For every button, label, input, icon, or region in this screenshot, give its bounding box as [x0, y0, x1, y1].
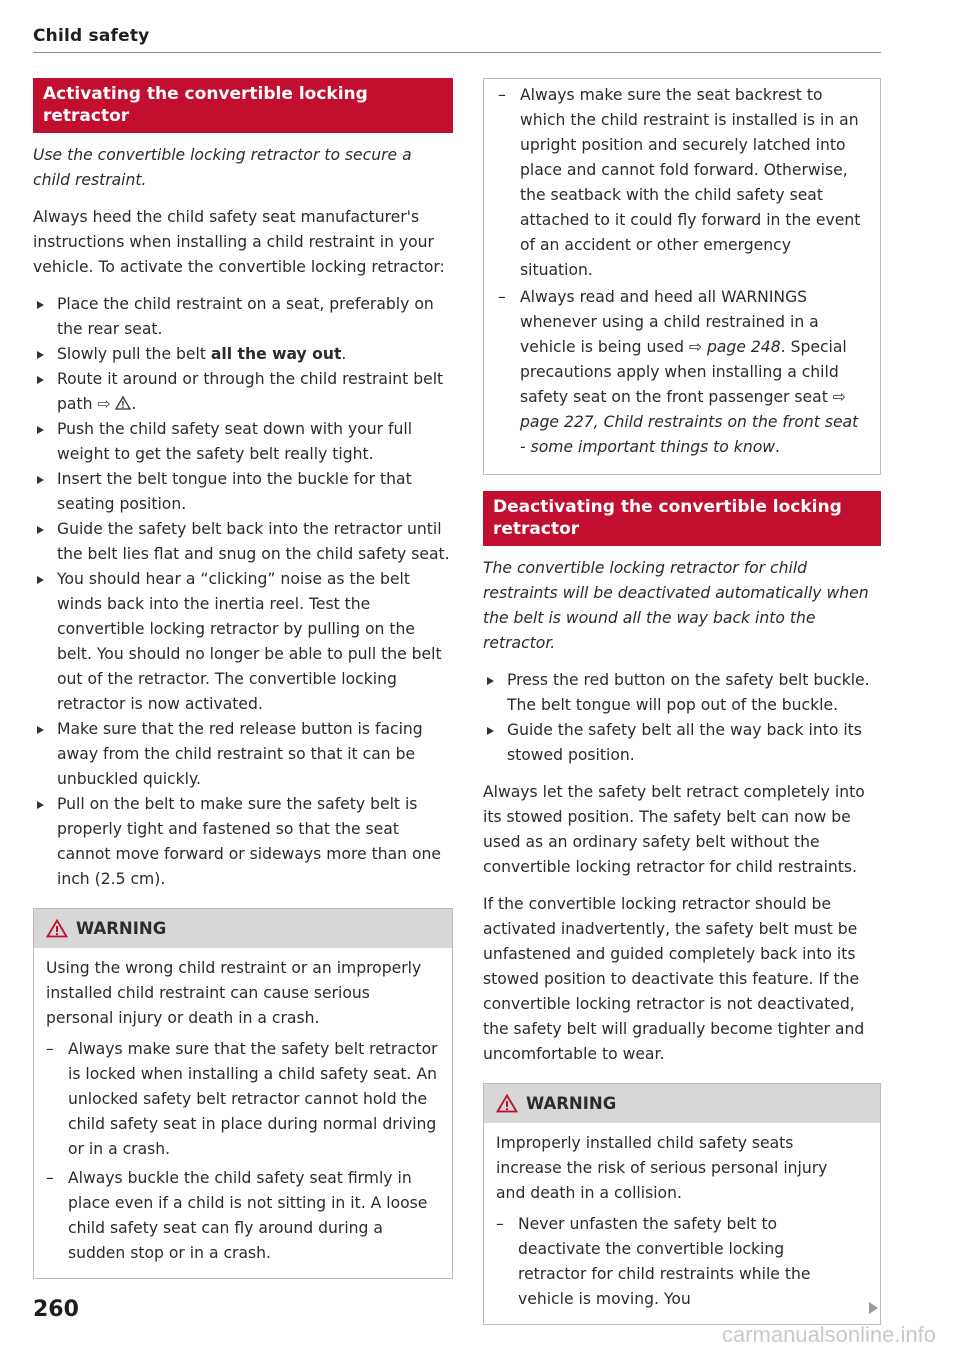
warning-header — [484, 1084, 880, 1123]
step-item: Press the red button on the safety belt buckle. The belt tongue will pop out of the buckle. — [483, 668, 881, 718]
warning-text: Improperly installed child safety seats increase the risk of serious personal injury and death in a collision. — [496, 1134, 828, 1202]
step-item: Place the child restraint on a seat, preferably on the rear seat. — [33, 292, 453, 342]
warning-list — [496, 1212, 846, 1312]
step-bullet-icon — [37, 576, 44, 584]
step-bullet-icon — [487, 727, 494, 735]
warning-list — [46, 1037, 440, 1266]
continue-arrow-icon[interactable] — [869, 1302, 878, 1314]
warning-continuation-box — [483, 78, 881, 475]
step-bullet-icon — [37, 726, 44, 734]
step-bullet-icon — [37, 426, 44, 434]
warning-box — [33, 908, 453, 1279]
step-item: You should hear a “clicking” noise as the belt winds back into the inertia reel. Test the convertible locking retractor by pulling on the belt. You should no longer be able to pull the belt out of the retractor. The convertible locking retractor is now activated. — [33, 567, 453, 717]
body-paragraph: Always let the safety belt retract completely into its stowed position. The safety belt can now be used as an ordinary safety belt without the convertible locking retractor for child restraints. — [483, 783, 865, 876]
step-bullet-icon — [37, 526, 44, 534]
page-reference-link[interactable]: ⇨ page 248 — [688, 338, 781, 356]
step-bullet-icon — [487, 677, 494, 685]
warning-item: – Always make sure that the safety belt retractor is locked when installing a child safety seat. An unlocked safety belt retractor cannot hold the child safety seat in place during normal driving or in a crash. — [46, 1040, 438, 1158]
warning-label: WARNING — [76, 919, 167, 938]
warning-label: WARNING — [526, 1094, 617, 1113]
body-paragraph: If the convertible locking retractor should be activated inadvertently, the safety belt must be unfastened and guided completely back into its stowed position to deactivate this feature. If the convertible locking retractor is not deactivated, the safety belt will gradually become tighter and uncomfortable to wear. — [483, 895, 865, 1063]
step-item: Insert the belt tongue into the buckle for that seating position. — [33, 467, 453, 517]
step-bullet-icon — [37, 801, 44, 809]
warning-item: – Always make sure the seat backrest to which the child restraint is installed is in an upright position and securely latched into place and cannot fold forward. Otherwise, the seatback with the child safety seat attached to it could fly forward in the event of an accident or other emergency situation. — [498, 86, 861, 279]
step-item: Push the child safety seat down with your full weight to get the safety belt really tight. — [33, 417, 453, 467]
warning-header — [34, 909, 452, 948]
step-bullet-icon — [37, 476, 44, 484]
step-item: Pull on the belt to make sure the safety belt is properly tight and fastened so that the seat cannot move forward or sideways more than one inch (2.5 cm). — [33, 792, 453, 892]
warning-triangle-icon — [46, 919, 68, 938]
activation-steps — [33, 292, 453, 892]
warning-box — [483, 1083, 881, 1325]
intro-paragraph: Always heed the child safety seat manufacturer's instructions when installing a child restraint in your vehicle. To activate the convertible locking retractor: — [33, 208, 445, 276]
section-heading-deactivating: Deactivating the convertible locking retractor — [483, 491, 881, 546]
warning-item: – Always buckle the child safety seat firmly in place even if a child is not sitting in it. A loose child safety seat can fly around during a sudden stop or in a crash. — [46, 1169, 428, 1262]
page-header-title: Child safety — [33, 26, 150, 46]
step-bullet-icon — [37, 376, 44, 384]
step-bullet-icon — [37, 301, 44, 309]
warning-item: – Never unfasten the safety belt to deactivate the convertible locking retractor for child restraints while the vehicle is moving. You — [496, 1215, 811, 1308]
step-item: Guide the safety belt all the way back into its stowed position. — [483, 718, 881, 768]
warning-text: Using the wrong child restraint or an improperly installed child restraint can cause serious personal injury or death in a crash. — [46, 959, 422, 1027]
warning-triangle-icon — [496, 1094, 518, 1113]
warning-continuation-list — [498, 83, 868, 460]
watermark: carmanualsonline.info — [721, 1322, 936, 1347]
section-lead: The convertible locking retractor for child restraints will be deactivated automatically when the belt is wound all the way back into the retractor. — [483, 559, 869, 652]
right-column — [483, 78, 881, 1325]
step-item: Route it around or through the child restraint belt path ⇨ . — [33, 367, 453, 417]
deactivation-steps — [483, 668, 881, 768]
emphasis-text: all the way out — [210, 345, 342, 363]
step-item: Guide the safety belt back into the retractor until the belt lies flat and snug on the child safety seat. — [33, 517, 453, 567]
section-lead: Use the convertible locking retractor to secure a child restraint. — [33, 146, 412, 189]
step-item: Make sure that the red release button is facing away from the child restraint so that it can be unbuckled quickly. — [33, 717, 453, 792]
cross-reference-arrow-icon[interactable]: ⇨ — [97, 395, 111, 413]
warning-body — [34, 948, 452, 1278]
header-rule — [33, 52, 881, 53]
page-reference-link[interactable]: ⇨ page 227, Child restraints on the front seat - some important things to know — [520, 388, 859, 456]
warning-body — [484, 1123, 880, 1324]
step-bullet-icon — [37, 351, 44, 359]
left-column — [33, 78, 453, 1279]
step-item: Slowly pull the belt all the way out. — [33, 342, 453, 367]
page-number: 260 — [33, 1297, 79, 1322]
warning-item: – Always read and heed all WARNINGS whenever using a child restrained in a vehicle is being used ⇨ page 248. Special precautions apply when installing a child safety seat on the front passenger seat ⇨ page 227, Child restraints on the front seat - some important things to know. — [498, 288, 859, 456]
section-heading-activating: Activating the convertible locking retractor — [33, 78, 453, 133]
warning-triangle-icon — [115, 396, 131, 410]
